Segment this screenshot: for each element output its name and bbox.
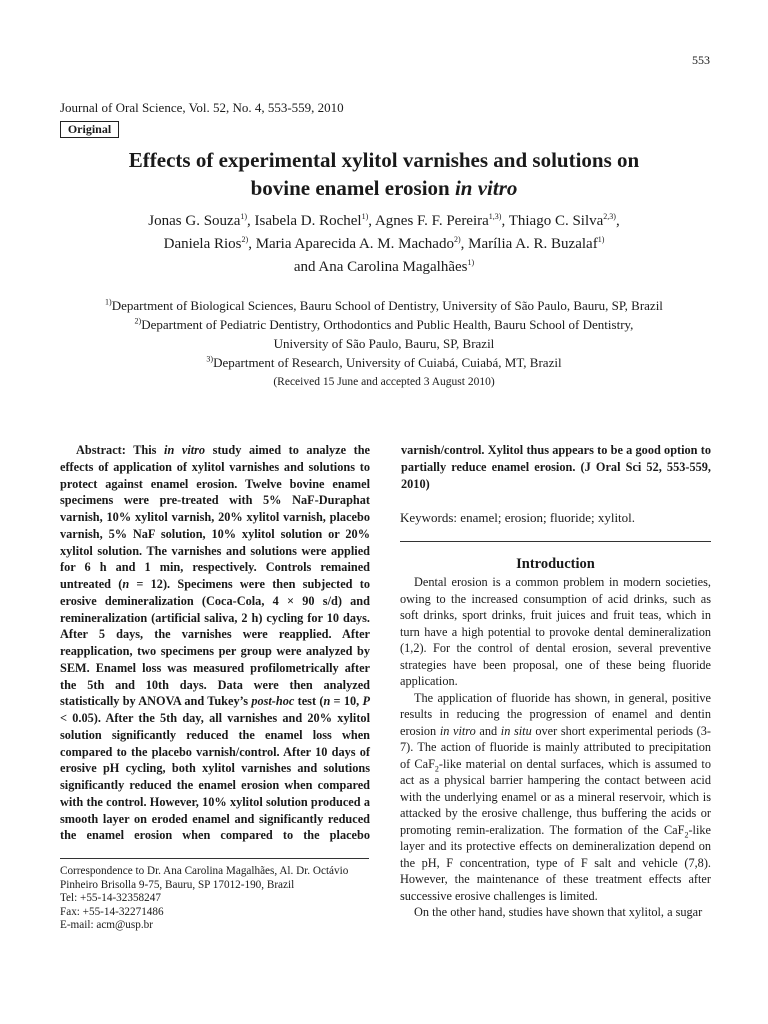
author-list (40, 210, 728, 279)
footnote-divider (60, 858, 369, 859)
affiliation: $^{3)}$Department of Research, University of Cuiabá, Cuiabá, MT, Brazil (206, 354, 562, 370)
author-line-3 (40, 256, 728, 279)
title-italic: in vitro (454, 176, 518, 200)
affiliation: $^{2)}$Department of Pediatric Dentistry, Orthodontics and Public Health, Bauru School of Dentistry, (134, 316, 634, 332)
affiliation: University of São Paulo, Bauru, SP, Brazil (273, 336, 495, 351)
correspondence-line: Pinheiro Brisolla 9-75, Bauru, SP 17012-190, Brazil (60, 878, 295, 891)
author-line-1: Jonas G. Souza$^{1)}$, Isabela D. Rochel$^{1)}$, Agnes F. F. Pereira$^{1,3)}$, Thiago C. Silva$^{2,3)}$, (148, 212, 620, 229)
author[interactable]: Daniela Rios$^{2)}$ (163, 235, 249, 252)
author[interactable]: Marília A. R. Buzalaf$^{1)}$ (468, 235, 605, 252)
page-number: 553 (692, 53, 710, 67)
author[interactable]: Agnes F. F. Pereira$^{1,3)}$ (374, 212, 502, 229)
journal-reference: Journal of Oral Science, Vol. 52, No. 4, 553-559, 2010 (60, 100, 344, 115)
title-line-2: bovine enamel erosion in vitro (250, 176, 518, 200)
author[interactable]: Isabela D. Rochel$^{1)}$ (254, 212, 369, 229)
received-date: (Received 15 June and accepted 3 August 2010) (273, 376, 495, 388)
correspondence-line: Fax: +55-14-32271486 (60, 905, 164, 918)
introduction-section (400, 556, 711, 921)
intro-paragraph-1: Dental erosion is a common problem in modern societies, owing to the increased consumption of acid drinks, such as soft drinks, sport drinks, fruit juices and fruit teas, which in turn have a high potential to provoke dental demineralization (1,2). For the control of dental erosion, several preventive strategies have been proposal, one of these being fluoride application. (400, 575, 711, 688)
intro-paragraph-2: The application of fluoride has shown, in general, positive results in reducing the progression of enamel and dentin erosion in vitro and in situ over short experimental periods (3-7). The action of fluoride is mainly attributed to precipitation of CaF$_2$-like material on dental surfaces, which is assumed to act as a physical barrier hampering the contact between acid with the underlying enamel or as a mineral reservoir, which is attacked by the erosive challenge, thus buffering the acids or promoting remin-eralization. The formation of the CaF$_2$-like layer and its protective effects on demineralization depend on the pH, F concentration, type of F salt and vehicle (7,8). However, the maintenance of these treatment effects after successive erosive challenges is limited. (400, 690, 711, 903)
correspondence-line: Tel: +55-14-32358247 (60, 892, 161, 905)
introduction-heading: Introduction (516, 556, 595, 572)
author[interactable]: Thiago C. Silva$^{2,3)}$ (508, 212, 616, 229)
affiliation: $^{1)}$Department of Biological Sciences, Bauru School of Dentistry, University of São Paulo, Bauru, SP, Brazil (105, 297, 663, 313)
keywords-block (400, 510, 711, 526)
abstract-label: Abstract: (76, 443, 126, 457)
correspondence-footnote (60, 865, 369, 933)
author[interactable]: Jonas G. Souza$^{1)}$ (148, 212, 248, 229)
affiliations (40, 296, 728, 372)
author[interactable]: Maria Aparecida A. M. Machado$^{2)}$ (255, 235, 461, 252)
correspondence-line: Correspondence to Dr. Ana Carolina Magalhães, Al. Dr. Octávio (60, 865, 349, 877)
title-line-1: Effects of experimental xylitol varnishes and solutions on (128, 148, 640, 172)
keywords: Keywords: enamel; erosion; fluoride; xylitol. (400, 510, 636, 525)
intro-paragraph-3: On the other hand, studies have shown that xylitol, a sugar (414, 905, 703, 919)
section-divider (400, 541, 711, 542)
abstract: Abstract: This in vitro study aimed to analyze the effects of application of xylitol varnishes and solutions to protect against enamel erosion. Twelve bovine enamel specimens were pre-treated with 5% NaF-Duraphat varnish, 10% xylitol varnish, 20% xylitol varnish, placebo varnish, 5% NaF solution, 10% xylitol solution or 20% xylitol solution. The varnishes and solutions were applied for 6 h and 1 min, respectively. Controls remained untreated (n = 12). Specimens were then subjected to erosive demineralization (Coca-Cola, 4 × 90 s/d) and remineralization (artificial saliva, 2 h) cycling for 10 days. After 5 days, the varnishes were reapplied. After reapplication, two specimens per group were analyzed by SEM. Enamel loss was measured profilometrically after the 5th and 10th days. Data were then analyzed statistically by ANOVA and Tukey’s post-hoc test (n = 10, P < 0.05). After the 5th day, all varnishes and 20% xylitol solution significantly reduced the enamel loss when compared to the placebo varnish/control. After 10 days of erosive pH cycling, both xylitol varnishes and solutions significantly reduced the enamel erosion when compared with the control. However, 10% xylitol solution produced a smooth layer on eroded enamel and significantly reduced the enamel erosion when compared to the placebo varnish/control. Xylitol thus appears to be a good option to partially reduce enamel erosion. (J Oral Sci 52, 553-559, 2010) (60, 443, 711, 843)
article-title (40, 146, 728, 202)
author-line-2: Daniela Rios$^{2)}$, Maria Aparecida A. M. Machado$^{2)}$, Marília A. R. Buzalaf$^{1)}$ (163, 235, 605, 252)
correspondence-email[interactable]: E-mail: acm@usp.br (60, 919, 153, 932)
article-type-badge: Original (60, 121, 119, 138)
author[interactable]: and Ana Carolina Magalhães$^{1)}$ (293, 258, 475, 275)
